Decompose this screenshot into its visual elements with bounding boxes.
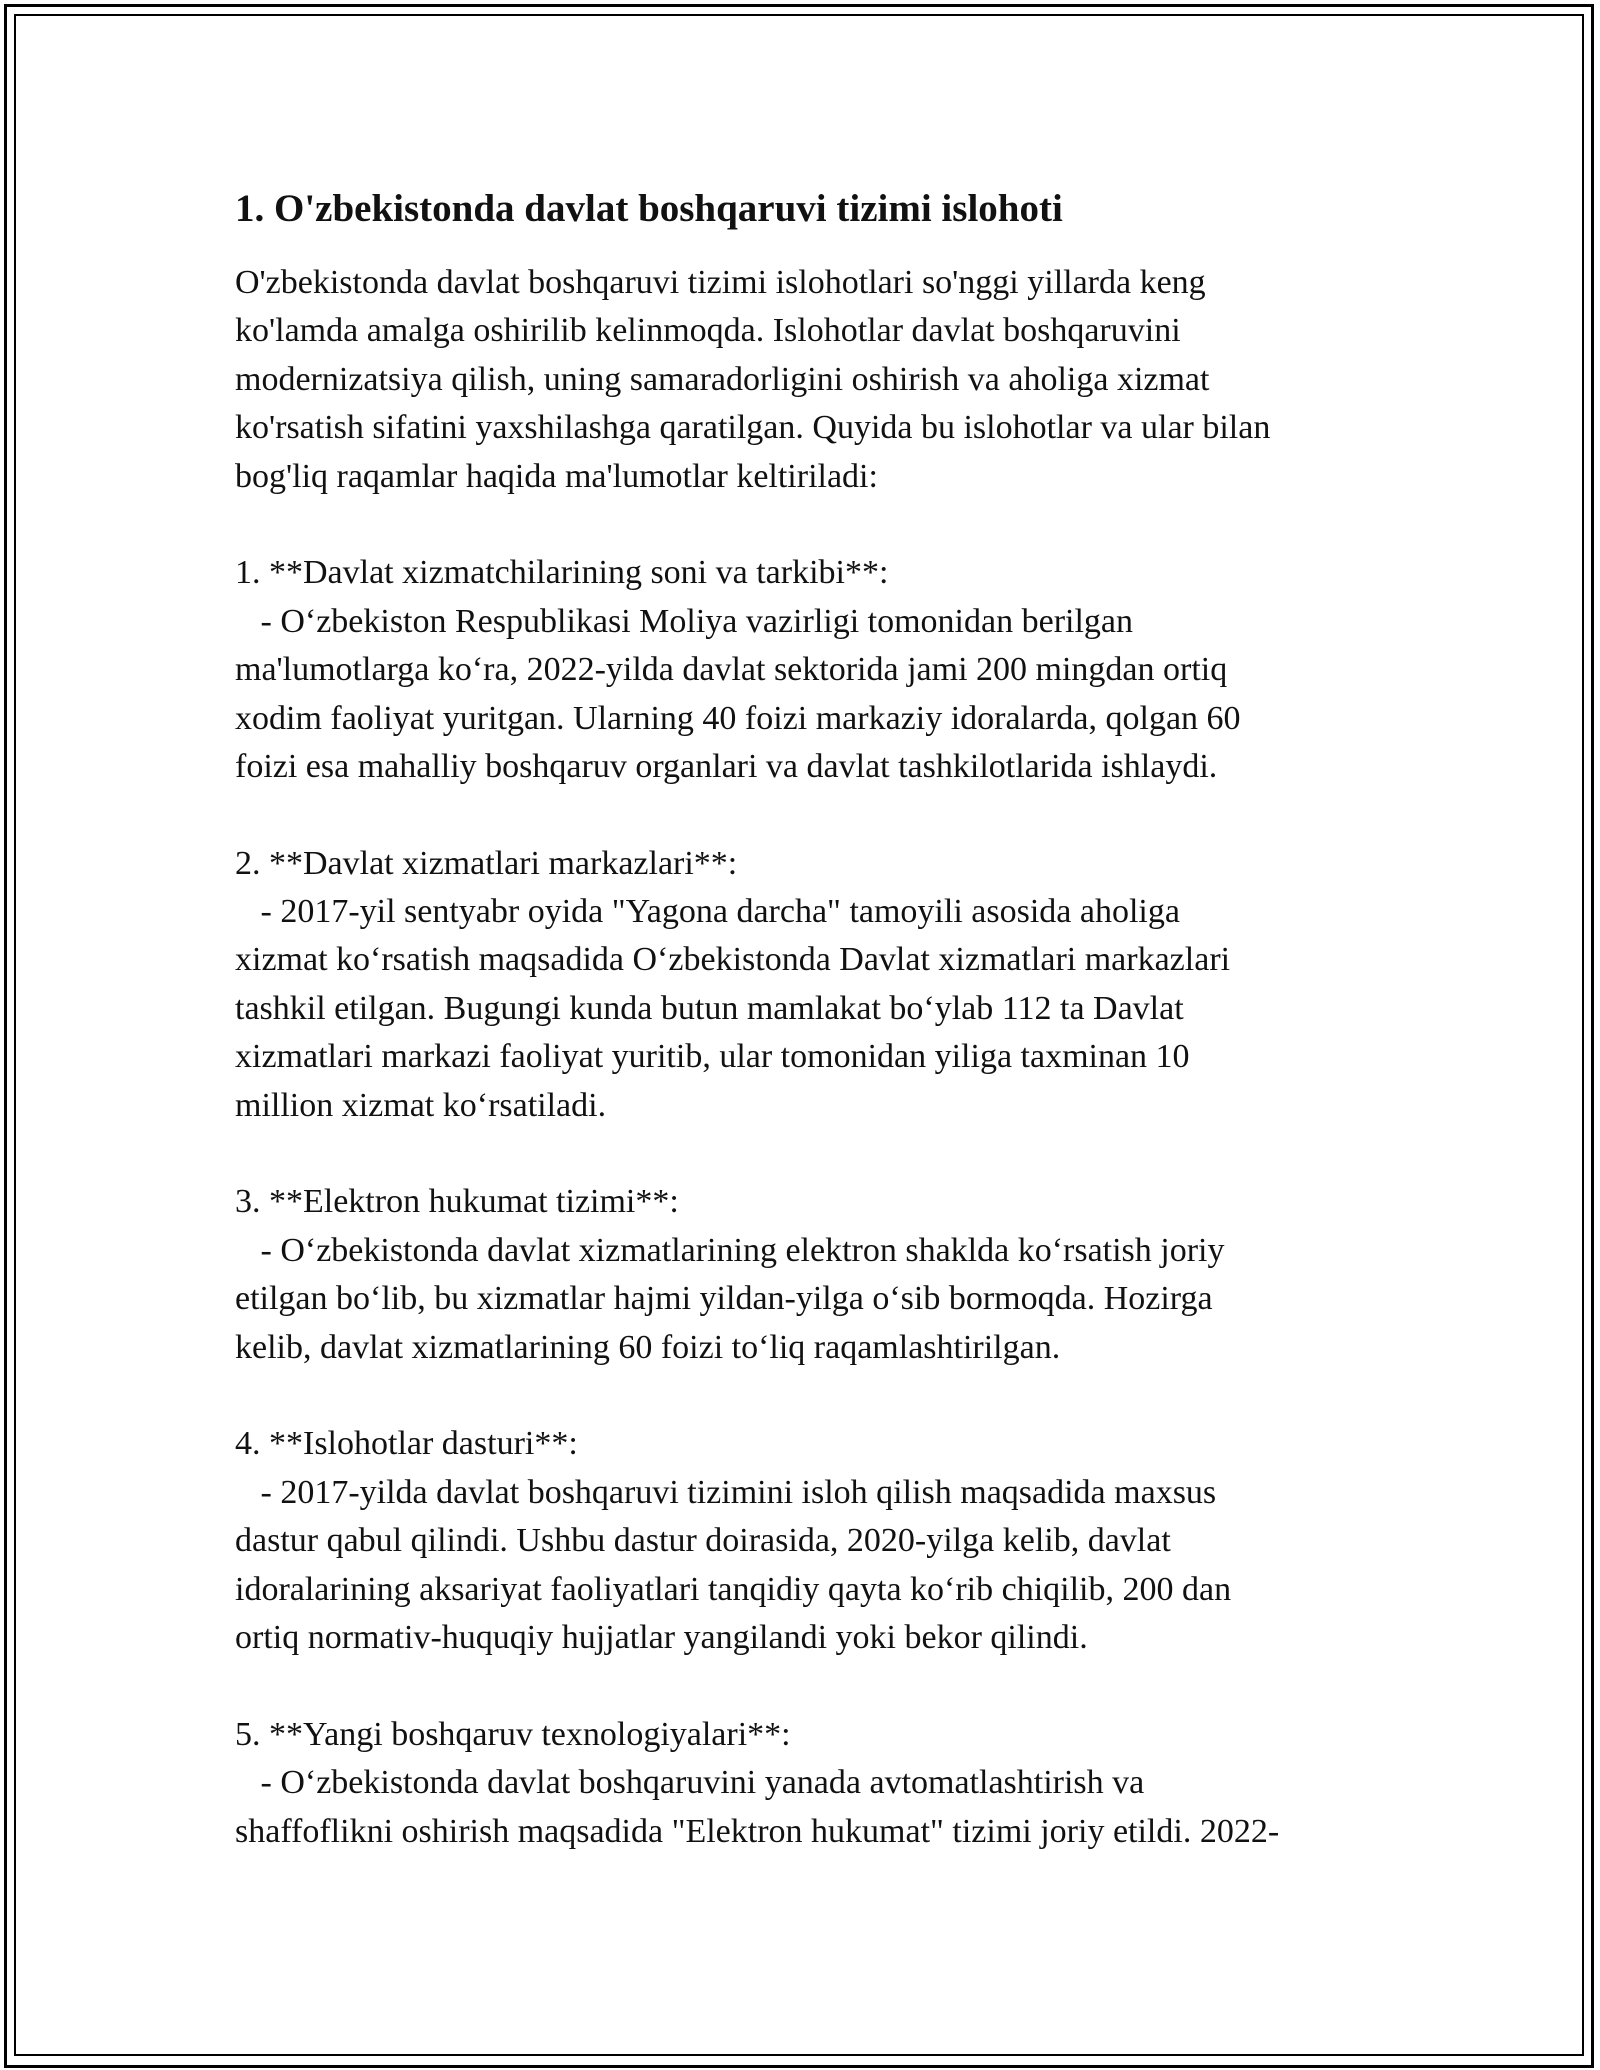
paragraph-spacer <box>235 501 1375 549</box>
text-line: ma'lumotlarga ko‘ra, 2022-yilda davlat sektorida jami 200 mingdan ortiq <box>235 651 1228 689</box>
text-line: bog'liq raqamlar haqida ma'lumotlar keltiriladi: <box>235 457 878 495</box>
text-line: - O‘zbekistonda davlat xizmatlarining elektron shaklda ko‘rsatish joriy <box>235 1231 1225 1269</box>
text-line: modernizatsiya qilish, uning samaradorligini oshirish va aholiga xizmat <box>235 360 1210 398</box>
text-line: xodim faoliyat yuritgan. Ularning 40 foizi markaziy idoralarda, qolgan 60 <box>235 699 1241 737</box>
paragraph-spacer <box>235 1662 1375 1710</box>
text-line: ortiq normativ-huquqiy hujjatlar yangilandi yoki bekor qilindi. <box>235 1618 1088 1656</box>
text-line: foizi esa mahalliy boshqaruv organlari va davlat tashkilotlarida ishlaydi. <box>235 747 1218 785</box>
intro-paragraph <box>235 259 1375 501</box>
section-5 <box>235 1711 1375 1856</box>
text-line: ko'lamda amalga oshirilib kelinmoqda. Islohotlar davlat boshqaruvini <box>235 312 1181 350</box>
section-heading: 4. **Islohotlar dasturi**: <box>235 1425 578 1463</box>
text-line: - 2017-yilda davlat boshqaruvi tizimini isloh qilish maqsadida maxsus <box>235 1473 1217 1511</box>
text-line: million xizmat ko‘rsatiladi. <box>235 1086 607 1124</box>
text-line: idoralarining aksariyat faoliyatlari tanqidiy qayta ko‘rib chiqilib, 200 dan <box>235 1570 1232 1608</box>
text-line: O'zbekistonda davlat boshqaruvi tizimi islohotlari so'nggi yillarda keng <box>235 264 1206 301</box>
text-line: shaffoflikni oshirish maqsadida "Elektron hukumat" tizimi joriy etildi. 2022- <box>235 1812 1280 1850</box>
page-title: 1. O'zbekistonda davlat boshqaruvi tizimi islohoti <box>235 187 1063 230</box>
section-heading: 1. **Davlat xizmatchilarining soni va tarkibi**: <box>235 554 889 592</box>
document-body <box>235 185 1375 1856</box>
section-1 <box>235 549 1375 791</box>
section-4 <box>235 1420 1375 1662</box>
paragraph-spacer <box>235 1130 1375 1178</box>
text-line: - O‘zbekiston Respublikasi Moliya vazirligi tomonidan berilgan <box>235 602 1133 640</box>
text-line: - 2017-yil sentyabr oyida "Yagona darcha" tamoyili asosida aholiga <box>235 893 1180 931</box>
section-2 <box>235 840 1375 1130</box>
section-heading: 5. **Yangi boshqaruv texnologiyalari**: <box>235 1715 791 1753</box>
text-line: - O‘zbekistonda davlat boshqaruvini yanada avtomatlashtirish va <box>235 1764 1145 1802</box>
text-line: dastur qabul qilindi. Ushbu dastur doirasida, 2020-yilga kelib, davlat <box>235 1522 1171 1560</box>
text-line: xizmat ko‘rsatish maqsadida O‘zbekistonda Davlat xizmatlari markazlari <box>235 941 1231 979</box>
text-line: ko'rsatish sifatini yaxshilashga qaratilgan. Quyida bu islohotlar va ular bilan <box>235 409 1271 447</box>
paragraph-spacer <box>235 791 1375 839</box>
text-line: kelib, davlat xizmatlarining 60 foizi to‘liq raqamlashtirilgan. <box>235 1328 1061 1366</box>
section-3 <box>235 1178 1375 1372</box>
section-heading: 2. **Davlat xizmatlari markazlari**: <box>235 844 738 882</box>
section-heading: 3. **Elektron hukumat tizimi**: <box>235 1183 679 1221</box>
text-line: tashkil etilgan. Bugungi kunda butun mamlakat bo‘ylab 112 ta Davlat <box>235 989 1184 1027</box>
paragraph-spacer <box>235 1372 1375 1420</box>
text-line: xizmatlari markazi faoliyat yuritib, ular tomonidan yiliga taxminan 10 <box>235 1038 1190 1076</box>
text-line: etilgan bo‘lib, bu xizmatlar hajmi yildan-yilga o‘sib bormoqda. Hozirga <box>235 1280 1213 1318</box>
